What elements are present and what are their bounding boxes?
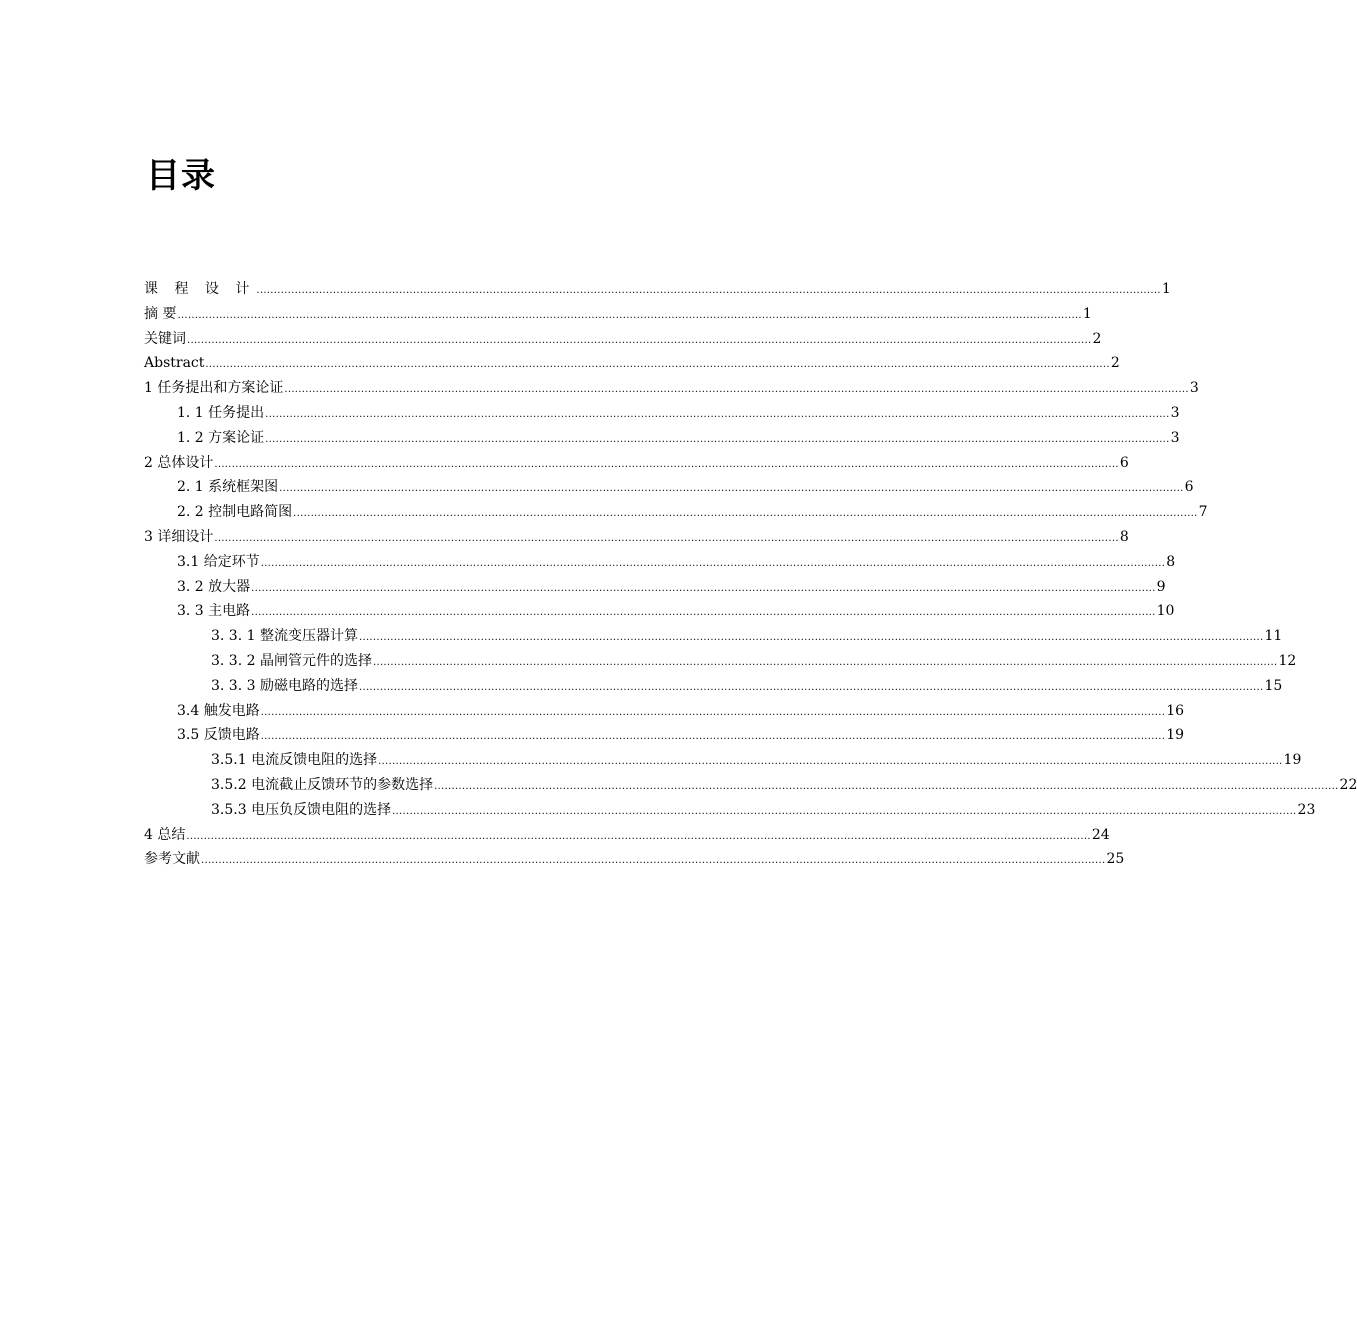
toc-entry-label: 3.5.1 电流反馈电阻的选择 — [211, 752, 378, 769]
toc-entry[interactable] — [144, 699, 1185, 724]
toc-dot-leader: .................................................................................................................................................................................................................................................................... — [293, 508, 1198, 520]
toc-entry-page-number: 7 — [1198, 504, 1208, 521]
toc-entry-page-number: 1 — [1082, 305, 1092, 322]
toc-entry[interactable] — [144, 302, 1092, 327]
toc-dot-leader: .................................................................................................................................................................................................................................................................... — [256, 285, 1161, 296]
toc-entry-page-number: 11 — [1264, 628, 1283, 645]
toc-entry[interactable] — [144, 351, 1120, 376]
toc-entry[interactable] — [144, 376, 1199, 401]
toc-dot-leader: .................................................................................................................................................................................................................................................................... — [251, 607, 1156, 619]
toc-dot-leader: .................................................................................................................................................................................................................................................................... — [358, 681, 1264, 693]
toc-entry-page-number: 25 — [1106, 851, 1125, 868]
toc-dot-leader: .................................................................................................................................................................................................................................................................... — [260, 557, 1166, 569]
toc-entry[interactable] — [144, 426, 1180, 451]
toc-entry-page-number: 2 — [1092, 330, 1102, 347]
toc-entry[interactable] — [144, 525, 1129, 550]
toc-entry-page-number: 15 — [1264, 677, 1283, 694]
toc-entry[interactable] — [144, 823, 1110, 848]
toc-entry[interactable] — [144, 624, 1283, 649]
toc-dot-leader: .................................................................................................................................................................................................................................................................... — [205, 359, 1110, 371]
toc-dot-leader: .................................................................................................................................................................................................................................................................... — [265, 433, 1170, 445]
toc-entry-label: 3 详细设计 — [144, 528, 214, 545]
toc-entry-page-number: 2 — [1110, 355, 1120, 372]
toc-entry-page-number: 23 — [1297, 801, 1316, 818]
toc-title: 目录 — [146, 156, 216, 196]
toc-entry-label: 3.1 给定环节 — [177, 553, 260, 570]
toc-dot-leader: .................................................................................................................................................................................................................................................................... — [260, 706, 1166, 718]
toc-entry[interactable] — [144, 599, 1175, 624]
toc-entry[interactable] — [144, 277, 1171, 302]
toc-entry-page-number: 9 — [1156, 578, 1166, 595]
toc-dot-leader: .................................................................................................................................................................................................................................................................... — [372, 656, 1278, 668]
toc-entry-label: 1 任务提出和方案论证 — [144, 380, 284, 397]
toc-dot-leader: .................................................................................................................................................................................................................................................................... — [214, 458, 1119, 470]
toc-entry[interactable] — [144, 451, 1129, 476]
toc-entry-page-number: 8 — [1166, 553, 1176, 570]
toc-entry-page-number: 3 — [1189, 380, 1199, 397]
toc-entry-label: 参考文献 — [144, 851, 200, 868]
toc-dot-leader: .................................................................................................................................................................................................................................................................... — [284, 384, 1189, 396]
toc-entry[interactable] — [144, 723, 1185, 748]
toc-entry-label: 4 总结 — [144, 826, 186, 843]
toc-dot-leader: .................................................................................................................................................................................................................................................................... — [358, 632, 1264, 644]
toc-entry-label: 1. 1 任务提出 — [177, 404, 265, 421]
toc-entry-label: 3. 3. 2 晶闸管元件的选择 — [211, 652, 372, 669]
toc-entry-label: 2. 1 系统框架图 — [177, 479, 279, 496]
toc-dot-leader: .................................................................................................................................................................................................................................................................... — [434, 780, 1339, 792]
toc-entry-page-number: 6 — [1119, 454, 1129, 471]
toc-entry[interactable] — [144, 327, 1102, 352]
toc-entry-label: 1. 2 方案论证 — [177, 429, 265, 446]
toc-entry-page-number: 10 — [1156, 603, 1175, 620]
toc-dot-leader: .................................................................................................................................................................................................................................................................... — [186, 830, 1091, 842]
toc-entry[interactable] — [144, 475, 1194, 500]
toc-entry-label: 3. 3. 1 整流变压器计算 — [211, 628, 358, 645]
toc-entry-label: 3. 3 主电路 — [177, 603, 251, 620]
toc-dot-leader: .................................................................................................................................................................................................................................................................... — [201, 855, 1106, 867]
toc-entry-page-number: 24 — [1091, 826, 1110, 843]
toc-entry-label: 3. 2 放大器 — [177, 578, 251, 595]
toc-entry-page-number: 16 — [1166, 702, 1185, 719]
toc-entry-label: 3.5.3 电压负反馈电阻的选择 — [211, 801, 392, 818]
toc-entry-page-number: 3 — [1170, 429, 1180, 446]
toc-dot-leader: .................................................................................................................................................................................................................................................................... — [214, 532, 1119, 544]
toc-entry[interactable] — [144, 674, 1283, 699]
toc-entry-label: 3. 3. 3 励磁电路的选择 — [211, 677, 358, 694]
toc-entry-page-number: 12 — [1278, 652, 1297, 669]
toc-dot-leader: .................................................................................................................................................................................................................................................................... — [260, 731, 1166, 743]
toc-entry[interactable] — [144, 798, 1316, 823]
toc-entry[interactable] — [144, 847, 1125, 872]
toc-entry-label: 关键词 — [144, 330, 186, 347]
toc-entry-page-number: 19 — [1283, 752, 1302, 769]
toc-entry[interactable] — [144, 748, 1302, 773]
toc-entry-page-number: 1 — [1161, 281, 1171, 297]
toc-entry-label: 课 程 设 计 — [144, 281, 256, 297]
toc-dot-leader: .................................................................................................................................................................................................................................................................... — [378, 756, 1283, 768]
toc-entry[interactable] — [144, 550, 1176, 575]
toc-entry[interactable] — [144, 401, 1180, 426]
toc-dot-leader: .................................................................................................................................................................................................................................................................... — [265, 408, 1170, 420]
toc-entry[interactable] — [144, 773, 1357, 798]
toc-entry-page-number: 3 — [1170, 404, 1180, 421]
toc-entry-page-number: 19 — [1166, 727, 1185, 744]
toc-dot-leader: .................................................................................................................................................................................................................................................................... — [392, 805, 1297, 817]
toc-entry[interactable] — [144, 649, 1297, 674]
toc-entry[interactable] — [144, 500, 1208, 525]
toc-entry-label: 3.5.2 电流截止反馈环节的参数选择 — [211, 776, 434, 793]
table-of-contents — [144, 277, 1357, 872]
toc-dot-leader: .................................................................................................................................................................................................................................................................... — [187, 334, 1092, 346]
toc-entry-label: 3.4 触发电路 — [177, 702, 260, 719]
toc-dot-leader: .................................................................................................................................................................................................................................................................... — [279, 483, 1184, 495]
toc-entry-label: 摘 要 — [144, 305, 177, 322]
toc-entry-label: 3.5 反馈电路 — [177, 727, 260, 744]
toc-entry-label: 2 总体设计 — [144, 454, 214, 471]
toc-entry-label: Abstract — [144, 355, 205, 372]
toc-entry[interactable] — [144, 575, 1166, 600]
toc-entry-page-number: 8 — [1119, 528, 1129, 545]
toc-dot-leader: .................................................................................................................................................................................................................................................................... — [177, 309, 1082, 321]
toc-dot-leader: .................................................................................................................................................................................................................................................................... — [251, 582, 1156, 594]
toc-entry-label: 2. 2 控制电路简图 — [177, 504, 293, 521]
toc-entry-page-number: 6 — [1184, 479, 1194, 496]
toc-entry-page-number: 22 — [1339, 776, 1357, 793]
